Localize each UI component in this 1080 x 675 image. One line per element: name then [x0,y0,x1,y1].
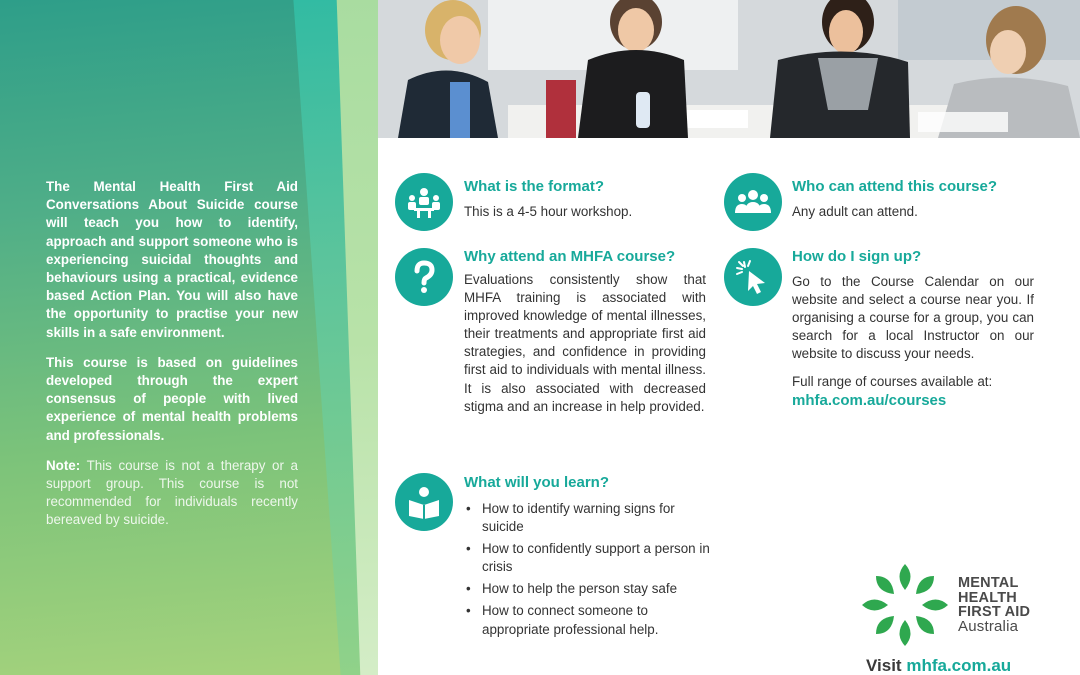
logo-line: Australia [958,617,1019,635]
courses-range-text: Full range of courses available at: [792,374,993,390]
list-item: • How to help the person stay safe [464,580,714,598]
note-label: Note: [46,457,81,473]
list-item: • How to confidently support a person in crisis [464,540,714,576]
list-item: • How to identify warning signs for suicide [464,500,714,536]
note-paragraph [46,457,298,530]
left-gradient-panel [0,0,378,675]
courses-link[interactable]: mhfa.com.au/courses [792,391,947,409]
course-description [46,178,298,542]
signup-title: How do I sign up? [792,248,922,265]
logo-line: MENTAL [958,575,1019,591]
mhfa-logo [860,560,1060,650]
who-body: Any adult can attend. [792,204,918,219]
cursor-click-icon [724,248,782,306]
mhfa-leaf-cross-icon [860,560,950,650]
format-title: What is the format? [464,178,605,195]
who-title: Who can attend this course? [792,178,998,195]
logo-line: FIRST AID [958,604,1031,620]
intro-paragraph: The Mental Health First Aid Conversations About Suicide course will teach you how to identify, approach and support someone who is experiencing suicidal thoughts and behaviours using a practical, evidence based Action Plan. You will also have the opportunity to practise your new skills in a safe environment. [46,179,298,340]
workshop-photo-illustration [378,0,1080,138]
signup-text: Go to the Course Calendar on our website and select a course near you. If organising a course for a group, you can search for a local Instructor on our website to discuss your needs. [792,274,1034,362]
reading-person-icon [395,473,453,531]
learn-list [464,500,714,643]
why-body: Evaluations consistently show that MHFA training is associated with improved knowledge of mental illnesses, their treatments and appropriate first aid strategies, and confidence in providing first aid to individuals with mental illness. It is also associated with decreased stigma and an increase in help provided. [464,272,706,414]
signup-body [792,273,1034,410]
list-item: • How to connect someone to appropriate professional help. [464,602,714,638]
header-photo [378,0,1080,138]
format-body: This is a 4-5 hour workshop. [464,204,633,219]
people-group-icon [724,173,782,231]
logo-line: HEALTH [958,589,1017,606]
logo-wordmark [958,576,1030,634]
visit-link[interactable]: mhfa.com.au [906,656,1012,675]
question-mark-icon [395,248,453,306]
note-text: This course is not a therapy or a support group. This course is not recommended for individuals recently bereaved by suicide. [46,457,298,528]
learn-title: What will you learn? [464,474,610,491]
why-title: Why attend an MHFA course? [464,248,676,265]
group-meeting-icon [395,173,453,231]
visit-footer [866,656,1011,675]
guidelines-paragraph: This course is based on guidelines developed through the expert consensus of people with lived experience of mental health problems and professionals. [46,354,298,443]
visit-label: Visit [866,656,907,675]
